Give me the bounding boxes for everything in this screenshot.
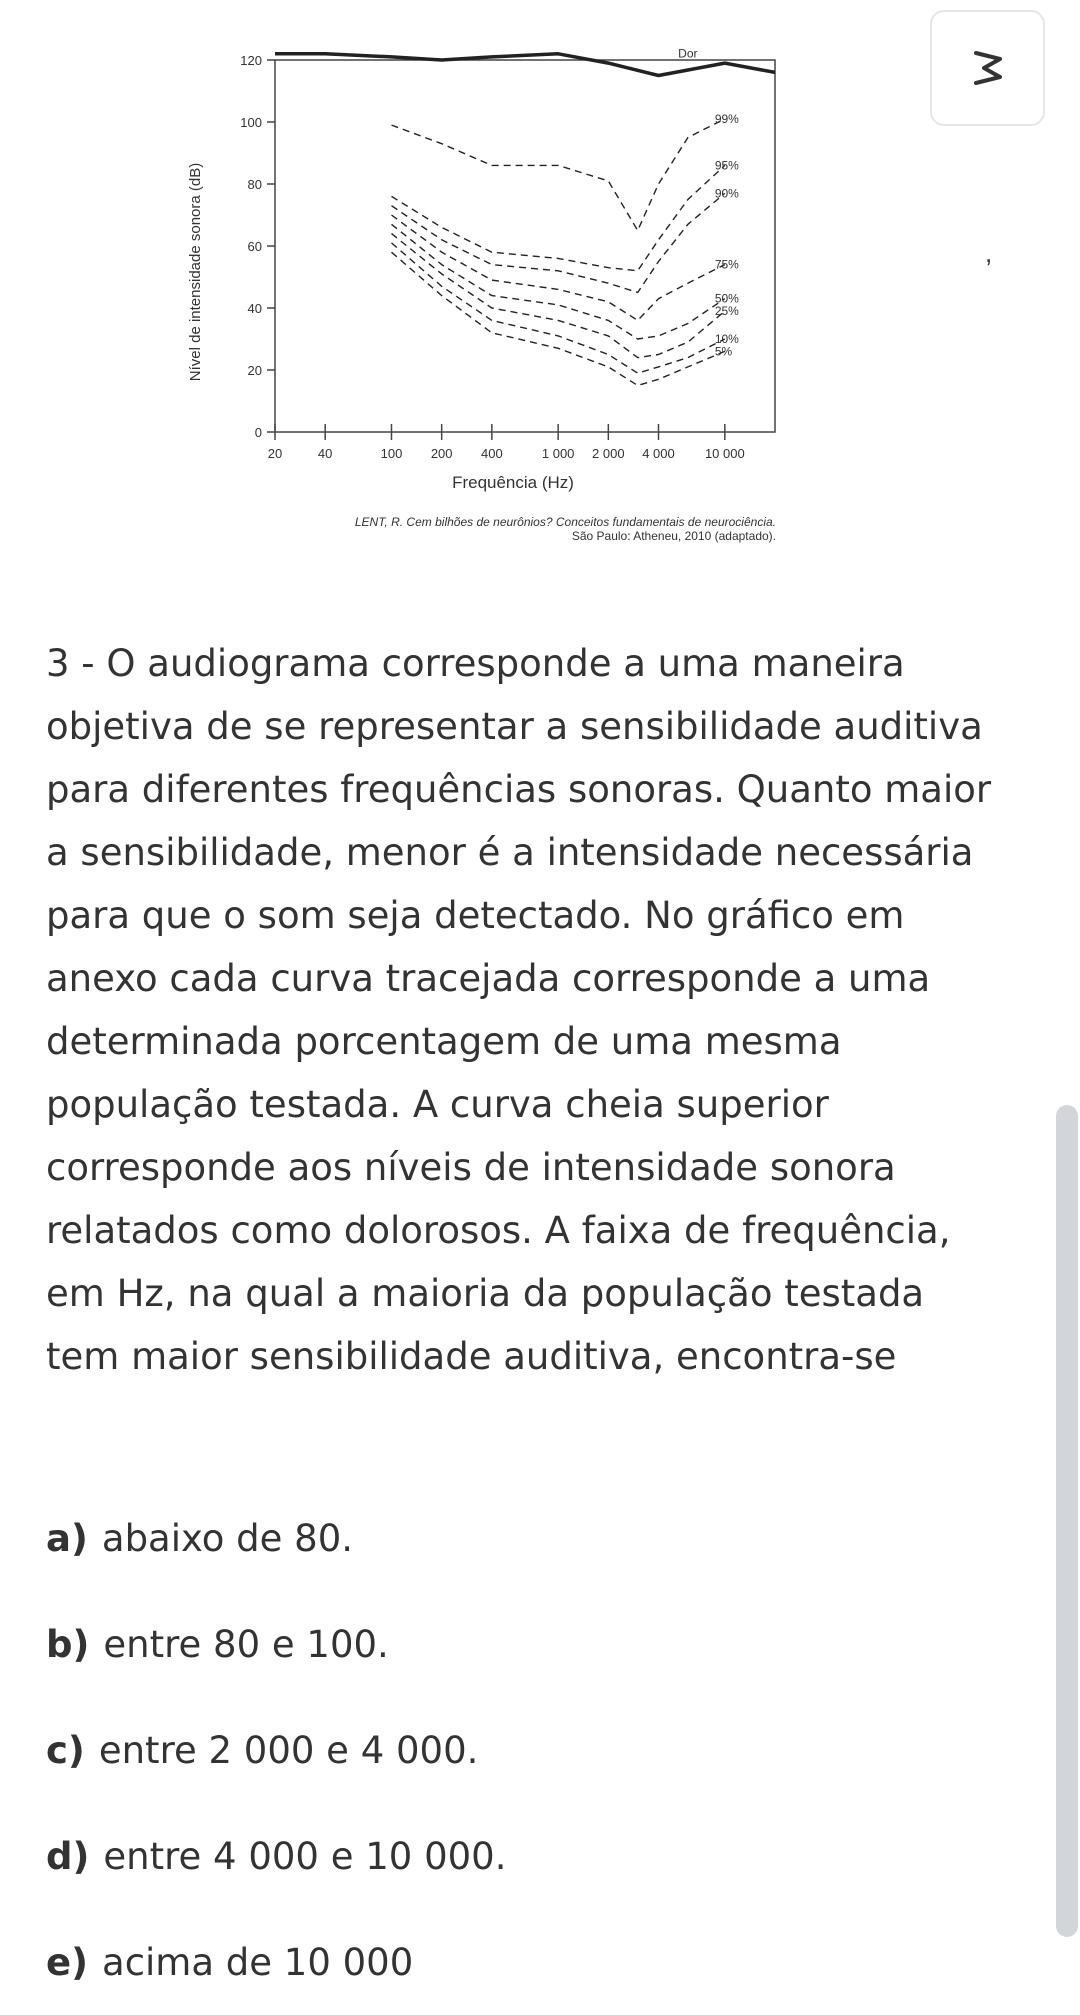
source-citation-line2: São Paulo: Atheneu, 2010 (adaptado). [571,529,776,543]
x-tick-label: 2 000 [592,446,625,461]
y-tick-label: 20 [247,363,262,378]
series-label-5pct: 5% [714,344,733,359]
option-text: entre 80 e 100. [103,1622,389,1666]
series-label-95pct: 95% [714,158,739,173]
series-label-25pct: 25% [714,304,739,319]
source-citation-line1: LENT, R. Cem bilhões de neurônios? Conceitos fundamentais de neurociência. [354,515,776,529]
series-label-99pct: 99% [714,111,739,126]
series-label-75pct: 75% [714,257,739,272]
option-e[interactable] [46,1909,946,2015]
x-tick-label: 400 [480,446,503,461]
option-b[interactable] [46,1591,946,1697]
option-letter: a) [46,1516,88,1560]
series-label-10pct: 10% [714,332,739,346]
y-tick-label: 120 [240,53,262,68]
series-line-99pct [392,119,725,231]
option-letter: e) [46,1940,89,1984]
option-letter: d) [46,1834,90,1878]
audiogram-svg [180,40,800,560]
x-tick-label: 1 000 [541,446,575,461]
series-line-90pct [392,193,725,292]
y-tick-label: 100 [240,115,262,130]
x-tick-label: 4 000 [642,446,675,461]
y-tick-label: 80 [247,177,262,192]
answer-options [46,1485,946,2015]
option-a[interactable] [46,1485,946,1591]
option-letter: b) [46,1622,90,1666]
series-line-95pct [392,165,725,270]
vertical-scrollbar[interactable] [1056,1105,1078,1937]
plot-frame [275,60,775,432]
option-text: entre 4 000 e 10 000. [103,1834,507,1878]
option-d[interactable] [46,1803,946,1909]
x-tick-label: 20 [267,446,283,461]
series-line-10pct [392,243,725,373]
option-c[interactable] [46,1697,946,1803]
x-tick-label: 10 000 [704,446,745,461]
x-axis-label: Frequência (Hz) [452,473,574,492]
option-text: acima de 10 000 [102,1940,414,1984]
y-tick-label: 40 [247,301,262,316]
series-line-dor [275,54,775,76]
option-text: entre 2 000 e 4 000. [98,1728,479,1772]
series-line-5pct [392,252,725,385]
option-letter: c) [46,1728,85,1772]
y-tick-label: 60 [247,239,262,254]
y-tick-label: 0 [254,425,262,440]
series-label-90pct: 90% [714,186,739,201]
x-tick-label: 200 [430,446,453,461]
series-label-50pct: 50% [714,291,739,306]
option-text: abaixo de 80. [101,1516,354,1560]
stray-mark: , [985,238,993,268]
audiogram-chart [180,40,800,560]
bracket-glyph-icon [968,45,1008,91]
collapse-toggle-button[interactable] [930,10,1045,126]
series-line-75pct [392,215,725,320]
question-text: 3 - O audiograma corresponde a uma maneira objetiva de se representar a sensibilidade auditiva para diferentes frequências sonoras. Quanto maior a sensibilidade, menor é a intensidade necessária para que o som seja detectado. No gráfico em anexo cada curva tracejada corresponde a uma determinada porcentagem de uma mesma população testada. A curva cheia superior corresponde aos níveis de intensidade sonora relatados como dolorosos. A faixa de frequência, em Hz, na qual a maioria da população testada tem maior sensibilidade auditiva, encontra-se [46,642,992,1378]
x-tick-label: 40 [317,446,333,461]
y-axis-label: Nível de intensidade sonora (dB) [187,162,204,382]
series-label-dor: Dor [678,46,698,61]
x-tick-label: 100 [380,446,403,461]
